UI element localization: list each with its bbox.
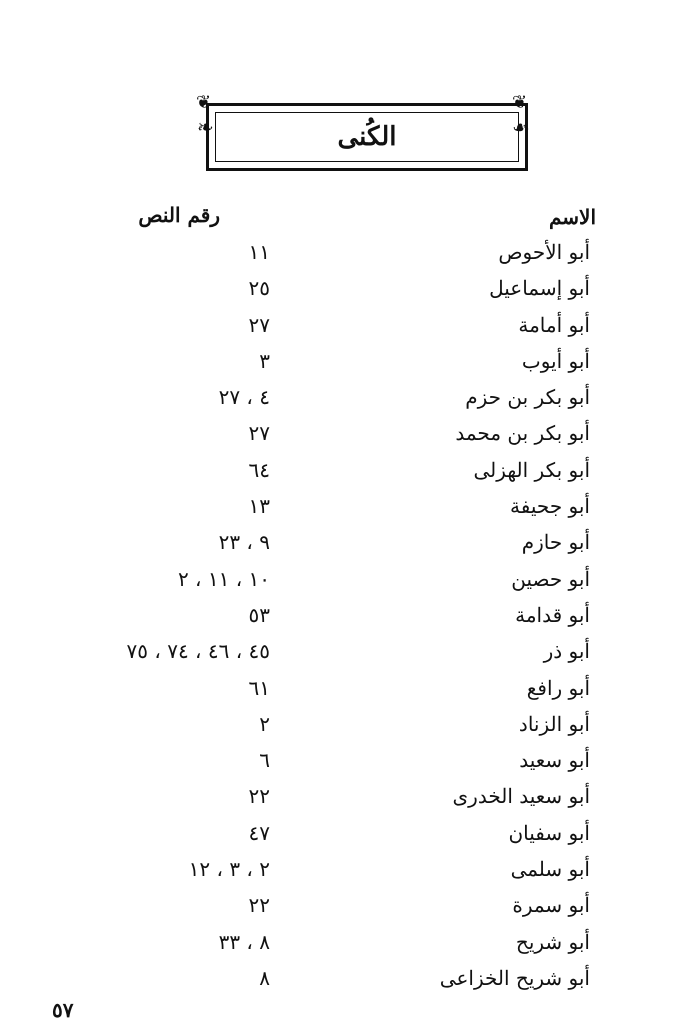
- index-row: [0, 964, 676, 1000]
- index-row: [0, 710, 676, 746]
- index-row: [0, 565, 676, 601]
- index-name: أبو أمامة: [518, 312, 590, 337]
- page-title: الكُنى: [337, 122, 397, 152]
- index-name: أبو شريح الخزاعى: [439, 965, 590, 990]
- index-name: أبو سعيد: [519, 748, 590, 773]
- index-numbers: ٦: [259, 748, 270, 773]
- index-row: [0, 238, 676, 274]
- index-row: [0, 674, 676, 710]
- index-numbers: ٨ ، ٣٣: [218, 929, 270, 954]
- index-numbers: ٤ ، ٢٧: [218, 385, 270, 410]
- index-numbers: ٨: [259, 965, 270, 990]
- index-numbers: ٢٢: [248, 784, 270, 809]
- index-numbers: ٢٥: [248, 276, 270, 301]
- name-column-header: الاسم: [548, 205, 596, 229]
- index-name: أبو سلمى: [510, 857, 590, 882]
- index-numbers: ٩ ، ٢٣: [218, 530, 270, 555]
- flourish-ornament-top-right: ❦: [512, 92, 528, 113]
- index-row: [0, 891, 676, 927]
- index-row: [0, 855, 676, 891]
- index-name: أبو بكر بن حزم: [465, 385, 590, 410]
- index-row: [0, 383, 676, 419]
- index-numbers: ١٠ ، ١١ ، ٢: [177, 566, 270, 591]
- index-row: [0, 456, 676, 492]
- index-name: أبو جحيفة: [510, 494, 590, 519]
- index-name: أبو قدامة: [515, 602, 590, 627]
- index-name: أبو رافع: [526, 675, 590, 700]
- index-row: [0, 928, 676, 964]
- index-row: [0, 419, 676, 455]
- index-numbers: ٢٧: [248, 312, 270, 337]
- index-numbers: ١٣: [248, 494, 270, 519]
- index-row: [0, 311, 676, 347]
- index-numbers: ٢٢: [248, 893, 270, 918]
- index-numbers: ٤٥ ، ٤٦ ، ٧٤ ، ٧٥: [126, 639, 270, 664]
- index-row: [0, 492, 676, 528]
- index-row: [0, 746, 676, 782]
- index-name: أبو الأحوص: [498, 240, 590, 264]
- index-name: أبو سفيان: [508, 820, 590, 845]
- text-number-column-header: رقم النص: [138, 203, 220, 227]
- index-numbers: ٢ ، ٣ ، ١٢: [188, 857, 270, 882]
- page-number: ٥٧: [52, 998, 74, 1022]
- index-numbers: ١١: [248, 240, 270, 264]
- index-numbers: ٤٧: [248, 820, 270, 845]
- index-name: أبو حصين: [511, 566, 590, 591]
- index-row: [0, 274, 676, 310]
- index-name: أبو بكر بن محمد: [455, 421, 590, 446]
- flourish-ornament-top-left: ❦: [196, 92, 212, 113]
- index-numbers: ٢٧: [248, 421, 270, 446]
- index-row: [0, 637, 676, 673]
- index-name: أبو أيوب: [521, 348, 590, 373]
- index-row: [0, 347, 676, 383]
- index-numbers: ٣: [259, 348, 270, 373]
- index-list: [0, 238, 676, 1000]
- index-numbers: ٥٣: [248, 602, 270, 627]
- index-name: أبو ذر: [543, 639, 590, 664]
- index-numbers: ٦٤: [248, 457, 270, 482]
- flourish-ornament-left: ❧: [197, 115, 214, 139]
- index-name: أبو إسماعيل: [489, 276, 590, 301]
- index-name: أبو شريح: [515, 929, 590, 954]
- index-name: أبو سمرة: [512, 893, 590, 918]
- index-name: أبو بكر الهزلى: [473, 457, 590, 482]
- index-row: [0, 601, 676, 637]
- flourish-ornament-right: ☙: [512, 115, 530, 139]
- index-name: أبو سعيد الخدرى: [452, 784, 590, 809]
- index-name: أبو الزناد: [518, 711, 590, 736]
- index-name: أبو حازم: [521, 530, 590, 555]
- index-row: [0, 528, 676, 564]
- index-row: [0, 819, 676, 855]
- index-numbers: ٦١: [248, 675, 270, 700]
- index-numbers: ٢: [259, 711, 270, 736]
- index-row: [0, 782, 676, 818]
